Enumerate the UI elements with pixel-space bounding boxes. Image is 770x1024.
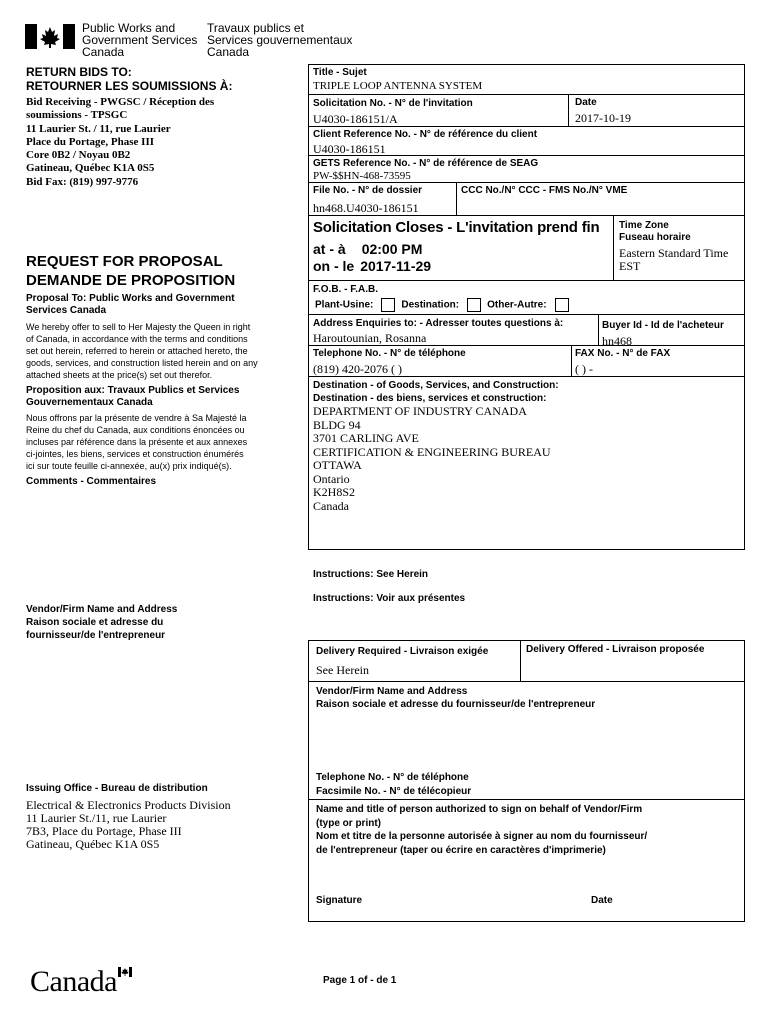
vendor-telephone-fax-label: Telephone No. - N° de téléphone Facsimile No. - N° de télécopieur: [316, 772, 472, 797]
solicitation-value[interactable]: U4030-186151/A: [313, 112, 398, 126]
closes-date: on - le 2017-11-29: [313, 258, 432, 274]
ccc-label: CCC No./N° CCC - FMS No./N° VME: [461, 185, 628, 196]
date-value[interactable]: 2017-10-19: [575, 111, 631, 125]
time-zone-value[interactable]: Eastern Standard Time EST: [619, 246, 729, 273]
destination-address[interactable]: DEPARTMENT OF INDUSTRY CANADA BLDG 94 3701 CARLING AVE CERTIFICATION & ENGINEERING BUREAU OTTAWA Ontario K2H8S2 Canada: [313, 404, 551, 513]
delivery-offered-label: Delivery Offered - Livraison proposée: [526, 644, 705, 655]
buyer-id-label: Buyer Id - Id de l'acheteur: [602, 320, 724, 331]
department-name-en: Public Works and Government Services Canada: [82, 21, 198, 59]
return-bids-address: Bid Receiving - PWGSC / Réception des soumissions - TPSGC 11 Laurier St. / 11, rue Laurier Place du Portage, Phase III Core 0B2 / Noyau 0B2 Gatineau, Québec K1A 0S5 Bid Fax: (819) 997-9776: [26, 96, 215, 188]
issuing-office-address: Electrical & Electronics Products Division 11 Laurier St./11, rue Laurier 7B3, Place du Portage, Phase III Gatineau, Québec K1A 0S5: [26, 798, 231, 851]
date-label: Date: [575, 97, 597, 108]
closes-time: at - à 02:00 PM: [313, 241, 423, 257]
buyer-id-value[interactable]: hn468: [602, 334, 632, 348]
delivery-required-label: Delivery Required - Livraison exigée: [316, 646, 489, 657]
file-label: File No. - N° de dossier: [313, 185, 423, 196]
gets-value[interactable]: PW-$$HN-468-73595: [313, 170, 411, 182]
canada-flag-icon: [25, 24, 75, 49]
vendor-firm-label: Vendor/Firm Name and Address Raison sociale et adresse du fournisseur/de l'entrepreneur: [26, 604, 178, 641]
wordmark-flag-icon: [118, 964, 132, 974]
client-ref-label: Client Reference No. - N° de référence du client: [313, 129, 538, 140]
proposition-label: Proposition aux: Travaux Publics et Services Gouvernementaux Canada: [26, 385, 240, 408]
instructions-en: Instructions: See Herein: [313, 569, 429, 580]
signature-label: Signature: [316, 895, 363, 906]
fax-value[interactable]: ( ) -: [575, 362, 593, 376]
file-value[interactable]: hn468.U4030-186151: [313, 201, 419, 215]
time-zone-label: Time Zone Fuseau horaire: [619, 220, 691, 243]
plant-checkbox[interactable]: [381, 298, 395, 312]
rfp-title: REQUEST FOR PROPOSAL DEMANDE DE PROPOSITION: [26, 253, 236, 289]
destination-label: Destination - of Goods, Services, and Construction: Destination - des biens, services et construction:: [313, 380, 559, 404]
instructions-fr: Instructions: Voir aux présentes: [313, 593, 466, 604]
delivery-required-value[interactable]: See Herein: [316, 663, 369, 677]
solicitation-label: Solicitation No. - N° de l'invitation: [313, 98, 473, 109]
return-bids-title: RETURN BIDS TO: RETOURNER LES SOUMISSIONS À:: [26, 65, 233, 93]
page-number: Page 1 of - de 1: [323, 975, 397, 986]
comments-label: Comments - Commentaires: [26, 476, 157, 487]
vendor-firm-label-right: Vendor/Firm Name and Address Raison sociale et adresse du fournisseur/de l'entrepreneur: [316, 686, 596, 710]
issuing-office-label: Issuing Office - Bureau de distribution: [26, 783, 208, 794]
client-ref-value[interactable]: U4030-186151: [313, 142, 386, 156]
signature-date-label: Date: [591, 895, 613, 906]
telephone-label: Telephone No. - N° de téléphone: [313, 348, 466, 359]
department-name-fr: Travaux publics et Services gouvernementaux Canada: [207, 21, 353, 59]
fax-label: FAX No. - N° de FAX: [575, 348, 671, 359]
canada-wordmark: Canada: [30, 965, 117, 998]
proposal-to-text: We hereby offer to sell to Her Majesty the Queen in right of Canada, in accordance with the terms and conditions set out herein, referred to herein or attached hereto, the goods, services, and construction listed herein and on any attached sheets at the price(s) set out therefor.: [26, 322, 258, 380]
fob-options: Plant-Usine: Destination: Other-Autre:: [315, 298, 575, 312]
other-checkbox[interactable]: [555, 298, 569, 312]
authorized-person-label: Name and title of person authorized to sign on behalf of Vendor/Firm (type or print) Nom et titre de la personne autorisée à signer au nom du fournisseur/ de l'entrepreneur (taper ou écrire en caractères d'imprimerie): [316, 804, 648, 856]
title-value[interactable]: TRIPLE LOOP ANTENNA SYSTEM: [313, 80, 483, 92]
telephone-value[interactable]: (819) 420-2076 ( ): [313, 362, 402, 376]
destination-checkbox[interactable]: [467, 298, 481, 312]
proposal-to-label: Proposal To: Public Works and Government Services Canada: [26, 293, 235, 316]
solicitation-closes-title: Solicitation Closes - L'invitation prend fin: [313, 219, 600, 236]
proposition-text: Nous offrons par la présente de vendre à Sa Majesté la Reine du chef du Canada, aux conditions énoncées ou incluses par référence dans la présente et aux annexes ci-jointes, les biens, services et construction énumérés ici sur toute feuille ci-annexée, au(x) prix indiqué(s).: [26, 413, 248, 471]
title-label: Title - Sujet: [313, 67, 367, 78]
gets-label: GETS Reference No. - N° de référence de SEAG: [313, 158, 539, 169]
address-enquiries-label: Address Enquiries to: - Adresser toutes questions à:: [313, 318, 564, 329]
fob-label: F.O.B. - F.A.B.: [313, 284, 378, 295]
address-enquiries-value[interactable]: Haroutounian, Rosanna: [313, 331, 427, 345]
